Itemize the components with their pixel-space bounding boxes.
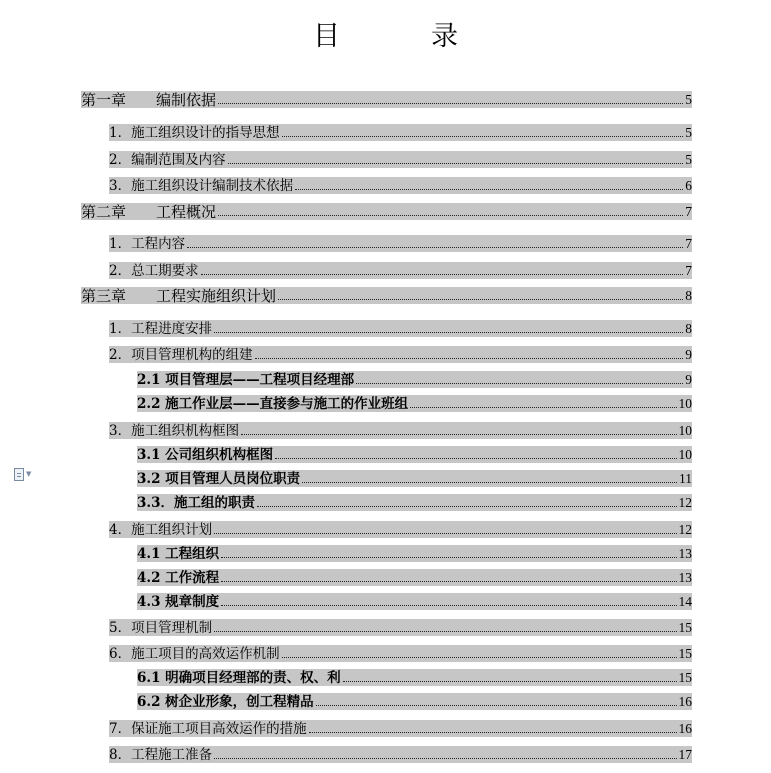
toc-entry[interactable] [109, 344, 692, 364]
toc-entry[interactable] [109, 318, 692, 338]
toc-page-number: 15 [678, 620, 692, 635]
toc-entry-title: 3．施工组织机构框图 [109, 423, 240, 439]
toc-page-number: 10 [678, 423, 692, 438]
toc-page-number: 8 [685, 321, 692, 336]
toc-dot-leader [214, 631, 676, 632]
toc-dot-leader [282, 657, 677, 658]
toc-dot-leader [255, 358, 684, 359]
toc-page-number: 11 [679, 471, 692, 486]
toc-dot-leader [356, 383, 683, 384]
toc-entry-title: 1．工程内容 [109, 236, 186, 252]
toc-page-number: 14 [678, 594, 692, 609]
toc-page-number: 6 [685, 178, 692, 193]
toc-dot-leader [343, 681, 677, 682]
toc-entry[interactable] [109, 260, 692, 280]
toc-entry-title: 4.2 工作流程 [137, 570, 220, 586]
toc-entry-title: 第一章 编制依据 [81, 91, 217, 109]
toc-entry[interactable] [137, 393, 692, 413]
toc-entry-highlight [137, 545, 692, 562]
toc-page-number: 9 [685, 372, 692, 387]
toc-page-number: 13 [678, 570, 692, 585]
toc-dot-leader [278, 299, 683, 300]
toc-dot-leader [221, 605, 676, 606]
toc-page-number: 7 [685, 236, 692, 251]
page-title: 目 录 [313, 21, 490, 52]
toc-entry[interactable] [109, 233, 692, 253]
toc-entry-title: 1．工程进度安排 [109, 321, 213, 337]
toc-entry[interactable] [137, 543, 692, 563]
toc-entry[interactable] [81, 285, 692, 305]
toc-dot-leader [187, 247, 683, 248]
toc-dot-leader [221, 581, 676, 582]
toc-page-number: 16 [678, 721, 692, 736]
toc-entry[interactable] [109, 718, 692, 738]
toc-entry[interactable] [137, 591, 692, 611]
toc-entry-title: 7．保证施工项目高效运作的措施 [109, 721, 307, 737]
toc-entry[interactable] [137, 567, 692, 587]
toc-entry-title: 3．施工组织设计编制技术依据 [109, 178, 294, 194]
toc-dot-leader [218, 215, 683, 216]
toc-entry[interactable] [109, 420, 692, 440]
toc-entry-highlight [137, 593, 692, 610]
toc-dot-leader [214, 533, 676, 534]
toc-page-number: 12 [678, 522, 692, 537]
toc-page-number: 7 [685, 204, 692, 219]
toc-page-number: 12 [678, 495, 692, 510]
toc-entry-highlight [137, 569, 692, 586]
toc-entry-title: 5．项目管理机制 [109, 620, 213, 636]
toc-entry[interactable] [81, 201, 692, 221]
toc-entry[interactable] [137, 667, 692, 687]
toc-entry-title: 3.3．施工组的职责 [137, 495, 255, 511]
toc-dot-leader [241, 434, 676, 435]
toc-entry-title: 8．工程施工准备 [109, 747, 213, 763]
toc-dot-leader [221, 557, 676, 558]
toc-page-number: 5 [685, 92, 692, 107]
toc-entry-title: 6．施工项目的高效运作机制 [109, 646, 280, 662]
toc-entry[interactable] [137, 691, 692, 711]
toc-dot-leader [316, 705, 677, 706]
toc-page-number: 10 [678, 396, 692, 411]
toc-entry-title: 1．施工组织设计的指导思想 [109, 125, 280, 141]
toc-entry[interactable] [109, 122, 692, 142]
toc-entry-title: 6.2 树企业形象，创工程精品 [137, 694, 314, 710]
toc-entry-title: 2.1 项目管理层——工程项目经理部 [137, 372, 355, 388]
toc-entry[interactable] [109, 175, 692, 195]
toc-entry-title: 3.1 公司组织机构框图 [137, 447, 274, 463]
toc-dot-leader [201, 274, 684, 275]
toc-entry[interactable] [109, 617, 692, 637]
toc-entry[interactable] [109, 149, 692, 169]
toc-entry[interactable] [81, 89, 692, 109]
toc-entry-title: 2．编制范围及内容 [109, 152, 226, 168]
toc-page-number: 9 [685, 347, 692, 362]
toc-entry-title: 3.2 项目管理人员岗位职责 [137, 471, 301, 487]
toc-entry-title: 4．施工组织计划 [109, 522, 213, 538]
toc-entry-title: 4.1 工程组织 [137, 546, 220, 562]
toc-dot-leader [295, 189, 683, 190]
toc-entry-title: 第三章 工程实施组织计划 [81, 287, 277, 305]
toc-entry-title: 第二章 工程概况 [81, 203, 217, 221]
toc-dot-leader [309, 732, 677, 733]
toc-entry[interactable] [109, 519, 692, 539]
toc-dot-leader [228, 163, 684, 164]
toc-dot-leader [214, 332, 683, 333]
toc-page-number: 10 [678, 447, 692, 462]
toc-dot-leader [302, 482, 677, 483]
toc-entry[interactable] [109, 643, 692, 663]
toc-entry-title: 2.2 施工作业层——直接参与施工的作业班组 [137, 396, 409, 412]
toc-dot-leader [275, 458, 676, 459]
toc-dot-leader [410, 407, 676, 408]
toc-page-number: 5 [685, 125, 692, 140]
toc-page-number: 17 [678, 747, 692, 762]
toc-entry-title: 4.3 规章制度 [137, 594, 220, 610]
toc-dot-leader [218, 103, 683, 104]
toc-page-number: 15 [678, 670, 692, 685]
toc-entry-title: 2．项目管理机构的组建 [109, 347, 253, 363]
toc-page-number: 7 [685, 263, 692, 278]
toc-page-number: 5 [685, 152, 692, 167]
toc-entry-highlight [109, 235, 692, 252]
toc-page-number: 8 [685, 288, 692, 303]
toc-dot-leader [257, 506, 677, 507]
toc-entry[interactable] [137, 468, 692, 488]
toc-entry-title: 6.1 明确项目经理部的责、权、利 [137, 670, 341, 686]
toc-dot-leader [282, 136, 684, 137]
toc-page-number: 16 [678, 694, 692, 709]
dropdown-arrow-icon: ▼ [26, 469, 32, 478]
toc-entry[interactable] [137, 444, 692, 464]
toc-page-number: 15 [678, 646, 692, 661]
toc-entry[interactable] [109, 744, 692, 764]
toc-dot-leader [214, 758, 676, 759]
toc-entry[interactable] [137, 492, 692, 512]
toc-entry-title: 2．总工期要求 [109, 263, 199, 279]
toc-page-number: 13 [678, 546, 692, 561]
toc-entry[interactable] [137, 369, 692, 389]
